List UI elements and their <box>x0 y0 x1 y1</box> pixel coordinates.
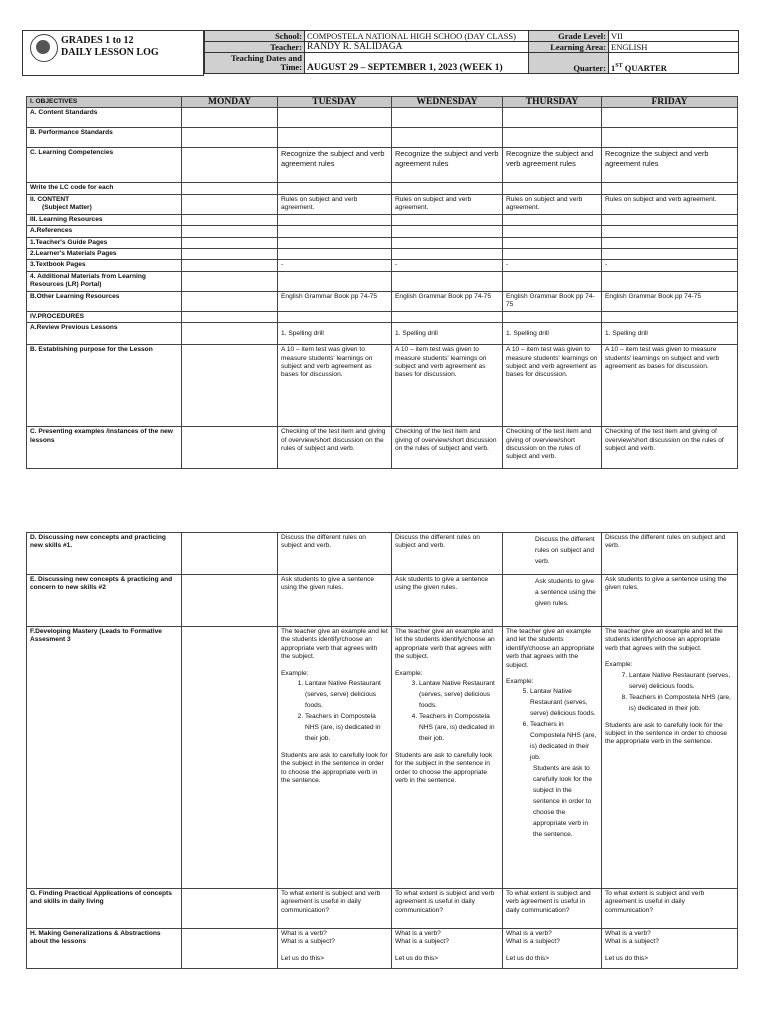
row-label-review: A.Review Previous Lessons <box>27 323 182 345</box>
students-instructions: Students are ask to carefully look for the subject in the sentence in order to choose the appropriate verb in the sentence. <box>605 721 728 746</box>
cell-spelling-tuesday: 1. Spelling drill <box>278 323 392 345</box>
cell <box>278 183 392 194</box>
cell-presenting-thursday: Checking of the test item and giving of overview/short discussion on the rules of subject and verb. <box>503 427 602 469</box>
cell <box>278 237 392 248</box>
teaching-dates-label <box>205 53 305 74</box>
cell <box>503 311 602 322</box>
cell <box>182 533 278 575</box>
cell <box>503 249 602 260</box>
question-subject: What is a subject? <box>281 938 335 946</box>
cell-dash-wednesday: - <box>392 260 503 271</box>
row-label-discussing-1: D. Discussing new concepts and practicing new skills #1. <box>27 533 182 575</box>
example-item: 2. Teachers in Compostela NHS (are, is) dedicated in their job. <box>305 711 388 744</box>
cell-book-tuesday: English Grammar Book pp 74-75 <box>278 291 392 311</box>
cell <box>182 575 278 627</box>
cell-book-friday: English Grammar Book pp 74-75 <box>602 291 738 311</box>
cell-mastery-tuesday <box>278 627 392 889</box>
row-label-additional-materials: 4. Additional Materials from Learning Resources (LR) Portal) <box>27 271 182 291</box>
cell <box>182 929 278 969</box>
quarter-label: Quarter: <box>529 53 609 74</box>
cell-purpose-wednesday: A 10 – item test was given to measure students' learnings on subject and verb agreement as bases for discussion. <box>392 345 503 427</box>
lets-do-this: Let us do this> <box>281 954 325 962</box>
cell-lc-wednesday: Recognize the subject and verb agreement rules <box>392 148 503 183</box>
cell-mastery-thursday <box>503 627 602 889</box>
example-list <box>605 670 734 714</box>
col-monday: MONDAY <box>182 97 278 108</box>
cell <box>602 183 738 194</box>
cell <box>182 323 278 345</box>
cell <box>182 194 278 214</box>
cell <box>182 889 278 929</box>
cell-spelling-thursday: 1. Spelling drill <box>503 323 602 345</box>
cell-dash-thursday: - <box>503 260 602 271</box>
cell-book-wednesday: English Grammar Book pp 74-75 <box>392 291 503 311</box>
students-instructions: Students are ask to carefully look for the subject in the sentence in order to choose the appropriate verb in the sentence. <box>281 752 388 785</box>
row-label-applications: G. Finding Practical Applications of concepts and skills in daily living <box>27 889 182 929</box>
cell <box>602 128 738 148</box>
cell-ask-tuesday: Ask students to give a sentence using the given rules. <box>278 575 392 627</box>
row-label-textbook-pages: 3.Textbook Pages <box>27 260 182 271</box>
row-label-generalizations: H. Making Generalizations & Abstractions about the lessons <box>27 929 182 969</box>
cell <box>602 249 738 260</box>
row-label-mastery: F.Developing Mastery (Leads to Formative Assesment 3 <box>27 627 182 889</box>
example-list <box>506 686 598 763</box>
cell <box>278 128 392 148</box>
row-label-lc-code: Write the LC code for each <box>27 183 182 194</box>
example-list <box>395 678 499 744</box>
cell-applications-thursday: To what extent is subject and verb agreement is useful in daily communication? <box>503 889 602 929</box>
cell <box>503 271 602 291</box>
cell <box>392 128 503 148</box>
cell <box>182 108 278 128</box>
grade-level-label: Grade Level: <box>529 31 609 42</box>
quarter-number: 1 <box>611 63 616 73</box>
quarter-superscript: ST <box>615 63 623 70</box>
example-item: 4. Teachers in Compostela NHS (are, is) dedicated in their job. <box>419 711 499 744</box>
cell <box>503 237 602 248</box>
header-title-box <box>22 30 204 76</box>
cell <box>392 249 503 260</box>
students-instructions: Students are ask to carefully look for the subject in the sentence in order to choose the appropriate verb in the sentence. <box>533 765 593 839</box>
cell-lc-tuesday: Recognize the subject and verb agreement rules <box>278 148 392 183</box>
cell <box>503 226 602 237</box>
cell <box>503 108 602 128</box>
cell-applications-tuesday: To what extent is subject and verb agreement is useful in daily communication? <box>278 889 392 929</box>
mastery-intro: The teacher give an example and let the students identify/choose an appropriate verb that agrees with the subject. <box>281 628 388 661</box>
cell-generalizations-tuesday <box>278 929 392 969</box>
cell-rules-thursday: Rules on subject and verb agreement. <box>503 194 602 214</box>
question-subject: What is a subject? <box>506 938 560 946</box>
row-label-lm-pages: 2.Learner's Materials Pages <box>27 249 182 260</box>
question-verb: What is a verb? <box>395 930 441 937</box>
cell <box>602 226 738 237</box>
cell <box>182 226 278 237</box>
cell <box>278 108 392 128</box>
cell <box>278 249 392 260</box>
cell <box>278 214 392 225</box>
cell <box>182 311 278 322</box>
question-verb: What is a verb? <box>281 930 327 937</box>
cell <box>182 183 278 194</box>
cell-generalizations-thursday <box>503 929 602 969</box>
cell-presenting-tuesday: Checking of the test item and giving of overview/short discussion on the rules of subject and verb. <box>278 427 392 469</box>
example-label: Example: <box>605 661 633 669</box>
cell-mastery-friday <box>602 627 738 889</box>
cell-presenting-friday: Checking of the test item and giving of overview/short discussion on the rules of subject and verb. <box>602 427 738 469</box>
cell-spelling-wednesday: 1. Spelling drill <box>392 323 503 345</box>
teacher-value: RANDY R. SALIDAGA <box>305 42 529 53</box>
cell-applications-wednesday: To what extent is subject and verb agreement is useful in daily communication? <box>392 889 503 929</box>
example-item: 5. Lantaw Native Restaurant (serves, serve) delicious foods. <box>530 686 598 719</box>
col-wednesday: WEDNESDAY <box>392 97 503 108</box>
row-label-presenting: C. Presenting examples /instances of the new lessons <box>27 427 182 469</box>
cell-presenting-wednesday: Checking of the test item and giving of overview/short discussion on the rules of subject and verb. <box>392 427 503 469</box>
cell-discuss-tuesday: Discuss the different rules on subject and verb. <box>278 533 392 575</box>
cell-ask-wednesday: Ask students to give a sentence using the given rules. <box>392 575 503 627</box>
cell-discuss-wednesday: Discuss the different rules on subject and verb. <box>392 533 503 575</box>
cell-book-thursday: English Grammar Book pp 74-75 <box>503 291 602 311</box>
teaching-dates-value: AUGUST 29 – SEPTEMBER 1, 2023 (WEEK 1) <box>305 53 529 74</box>
lets-do-this: Let us do this> <box>395 954 439 962</box>
example-item: 8. Teachers in Compostela NHS (are, is) dedicated in their job. <box>629 692 734 714</box>
cell <box>182 260 278 271</box>
cell <box>392 226 503 237</box>
cell-rules-friday: Rules on subject and verb agreement. <box>602 194 738 214</box>
quarter-value <box>609 53 739 74</box>
school-value: COMPOSTELA NATIONAL HIGH SCHOO (DAY CLASS) <box>305 31 529 42</box>
lesson-table-page2 <box>26 532 738 969</box>
cell-rules-wednesday: Rules on subject and verb agreement. <box>392 194 503 214</box>
mastery-intro: The teacher give an example and let the students identify/choose an appropriate verb that agrees with the subject. <box>506 628 595 669</box>
example-label: Example: <box>506 678 534 686</box>
cell-rules-tuesday: Rules on subject and verb agreement. <box>278 194 392 214</box>
cell <box>182 249 278 260</box>
cell <box>182 291 278 311</box>
quarter-word: QUARTER <box>622 63 667 73</box>
school-label: School: <box>205 31 305 42</box>
students-instructions: Students are ask to carefully look for the subject in the sentence in order to choose the appropriate verb in the sentence. <box>395 752 493 785</box>
lesson-table-page1 <box>26 96 738 469</box>
row-label-content-standards: A. Content Standards <box>27 108 182 128</box>
teaching-dates-label-line1: Teaching Dates and <box>230 53 302 63</box>
teaching-dates-label-line2: Time: <box>280 62 302 72</box>
title-line-2: DAILY LESSON LOG <box>61 47 159 58</box>
row-label-references: A.References <box>27 226 182 237</box>
cell-ask-thursday: Ask students to give a sentence using the given rules. <box>503 575 602 627</box>
question-verb: What is a verb? <box>506 930 552 937</box>
cell <box>392 183 503 194</box>
cell <box>182 627 278 889</box>
cell-purpose-friday: A 10 – item test was given to measure students' learnings on subject and verb agreement as bases for discussion. <box>602 345 738 427</box>
cell-generalizations-friday <box>602 929 738 969</box>
cell-purpose-tuesday: A 10 – item test was given to measure students' learnings on subject and verb agreement as bases for discussion. <box>278 345 392 427</box>
lets-do-this: Let us do this> <box>506 954 550 962</box>
example-item: 3. Lantaw Native Restaurant (serves, serve) delicious foods. <box>419 678 499 711</box>
col-tuesday: TUESDAY <box>278 97 392 108</box>
learning-area-value: ENGLISH <box>609 42 739 53</box>
col-friday: FRIDAY <box>602 97 738 108</box>
cell-ask-friday: Ask students to give a sentence using the given rules. <box>602 575 738 627</box>
page-title <box>61 35 159 59</box>
cell-lc-thursday: Recognize the subject and verb agreement rules <box>503 148 602 183</box>
row-label-tg-pages: 1.Teacher's Guide Pages <box>27 237 182 248</box>
example-label: Example: <box>281 669 309 677</box>
cell <box>392 108 503 128</box>
row-label-learning-competencies: C. Learning Competencies <box>27 148 182 183</box>
title-line-1: GRADES 1 to 12 <box>61 35 134 46</box>
cell-discuss-thursday: Discuss the different rules on subject and verb. <box>503 533 602 575</box>
cell <box>182 148 278 183</box>
row-label-procedures: IV.PROCEDURES <box>27 311 182 322</box>
cell <box>602 237 738 248</box>
example-list <box>281 678 388 744</box>
subject-matter-label: (Subject Matter) <box>42 204 92 212</box>
cell-spelling-friday: 1. Spelling drill <box>602 323 738 345</box>
cell <box>278 226 392 237</box>
cell <box>602 311 738 322</box>
learning-area-label: Learning Area: <box>529 42 609 53</box>
cell <box>602 108 738 128</box>
row-label-learning-resources: III. Learning Resources <box>27 214 182 225</box>
row-label-purpose: B. Establishing purpose for the Lesson <box>27 345 182 427</box>
example-item: 7. Lantaw Native Restaurant (serves, serve) delicious foods. <box>629 670 734 692</box>
mastery-intro: The teacher give an example and let the students identify/choose an appropriate verb that agrees with the subject. <box>395 628 495 661</box>
cell <box>503 214 602 225</box>
question-subject: What is a subject? <box>395 938 449 946</box>
cell <box>278 311 392 322</box>
header-info-table <box>204 30 739 74</box>
mastery-intro: The teacher give an example and let the students identify/choose an appropriate verb that agrees with the subject. <box>605 628 723 652</box>
deped-seal-icon <box>30 34 58 62</box>
lets-do-this: Let us do this> <box>605 954 649 962</box>
cell <box>503 183 602 194</box>
cell-dash-tuesday: - <box>278 260 392 271</box>
cell-generalizations-wednesday <box>392 929 503 969</box>
cell <box>392 237 503 248</box>
cell <box>182 345 278 427</box>
cell <box>392 214 503 225</box>
cell-applications-friday: To what extent is subject and verb agreement is useful in daily communication? <box>602 889 738 929</box>
question-verb: What is a verb? <box>605 930 651 937</box>
col-objectives: I. OBJECTIVES <box>27 97 182 108</box>
cell-lc-friday: Recognize the subject and verb agreement rules <box>602 148 738 183</box>
question-subject: What is a subject? <box>605 938 659 946</box>
row-label-content <box>27 194 182 214</box>
row-label-other-resources: B.Other Learning Resources <box>27 291 182 311</box>
cell-discuss-friday: Discuss the different rules on subject and verb. <box>602 533 738 575</box>
cell <box>392 311 503 322</box>
cell <box>602 214 738 225</box>
content-label: II. CONTENT <box>30 195 70 203</box>
example-item: 1. Lantaw Native Restaurant (serves, serve) delicious foods. <box>305 678 388 711</box>
cell <box>278 271 392 291</box>
cell <box>182 427 278 469</box>
cell <box>392 271 503 291</box>
cell <box>182 214 278 225</box>
row-label-performance-standards: B. Performance Standards <box>27 128 182 148</box>
teacher-label: Teacher: <box>205 42 305 53</box>
cell <box>182 237 278 248</box>
example-item: 6. Teachers in Compostela NHS (are, is) dedicated in their job. <box>530 719 598 763</box>
cell <box>503 128 602 148</box>
cell <box>182 271 278 291</box>
cell-mastery-wednesday <box>392 627 503 889</box>
grade-level-value: VII <box>609 31 739 42</box>
cell <box>182 128 278 148</box>
example-label: Example: <box>395 669 423 677</box>
cell-purpose-thursday: A 10 – item test was given to measure students' learnings on subject and verb agreement as bases for discussion. <box>503 345 602 427</box>
cell-dash-friday: - <box>602 260 738 271</box>
cell <box>602 271 738 291</box>
col-thursday: THURSDAY <box>503 97 602 108</box>
row-label-discussing-2: E. Discussing new concepts & practicing and concern to new skills #2 <box>27 575 182 627</box>
